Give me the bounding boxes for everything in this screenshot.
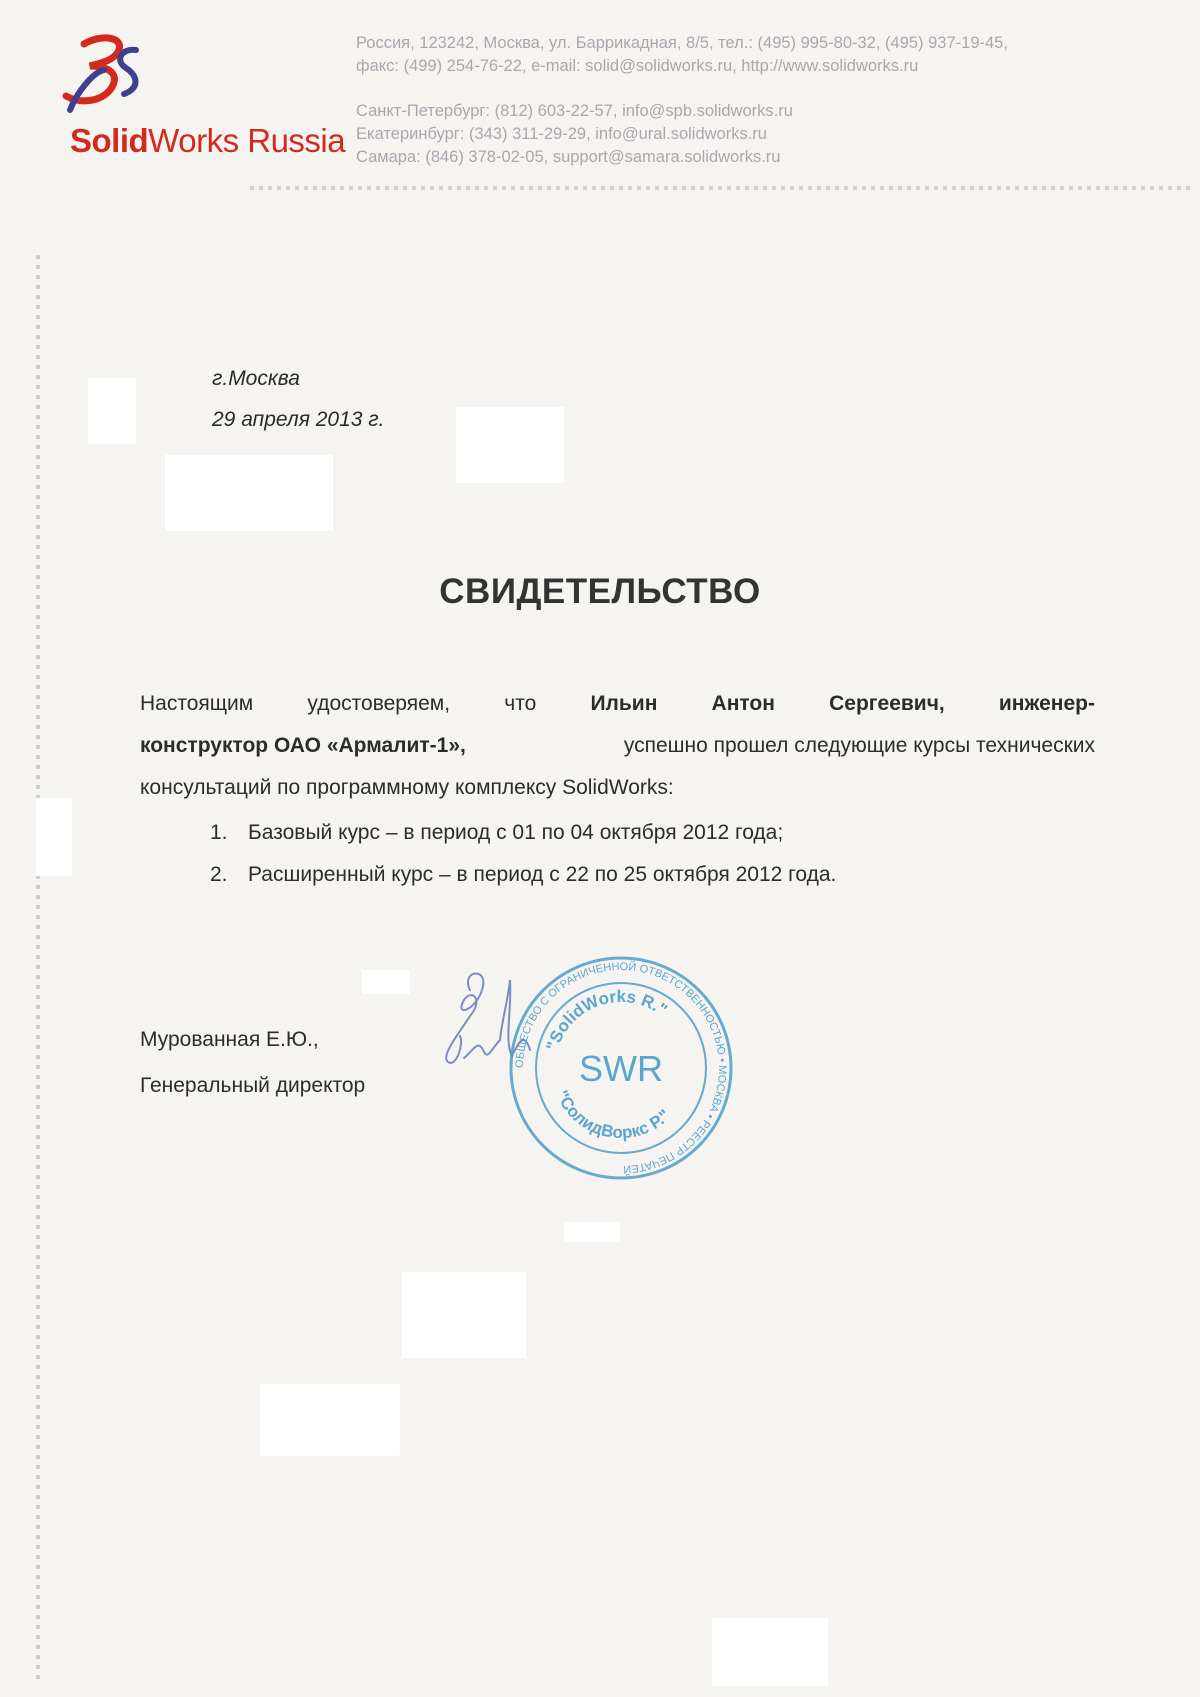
redaction-patch	[260, 1384, 400, 1456]
contact-line: факс: (499) 254-76-22, e-mail: solid@solidworks.ru, http://www.solidworks.ru	[356, 57, 919, 75]
body-line	[140, 725, 1095, 767]
body-line	[140, 683, 1095, 725]
person-position-company: конструктор ОАО «Армалит-1»,	[140, 734, 466, 757]
company-stamp	[508, 955, 734, 1181]
person-position-word: инженер-	[998, 692, 1095, 715]
document-place: г.Москва	[212, 367, 300, 390]
logo-wordmark	[70, 122, 345, 160]
signer-name: Мурованная Е.Ю.,	[140, 1028, 319, 1051]
body-text: успешно прошел следующие курсы технических	[623, 734, 1095, 757]
certificate-body	[140, 683, 1095, 809]
body-line: консультаций по программному комплексу SolidWorks:	[140, 776, 674, 799]
letterhead-divider	[250, 186, 1190, 190]
course-list	[210, 812, 836, 896]
course-text: Базовый курс – в период с 01 по 04 октября 2012 года;	[248, 821, 784, 844]
document-title: СВИДЕТЕЛЬСТВО	[439, 572, 761, 611]
person-name-word: Ильин	[590, 692, 658, 715]
company-logo	[50, 30, 350, 170]
margin-dots	[36, 255, 40, 1685]
branch-line: Самара: (846) 378-02-05, support@samara.solidworks.ru	[356, 148, 781, 166]
redaction-patch	[88, 378, 136, 444]
logo-word-works: Works Russia	[148, 122, 346, 159]
body-word: что	[504, 692, 537, 715]
course-item	[210, 854, 836, 896]
branch-line: Екатеринбург: (343) 311-29-29, info@ural.solidworks.ru	[356, 125, 767, 143]
redaction-patch	[402, 1272, 526, 1358]
person-name-word: Сергеевич,	[829, 692, 945, 715]
course-number: 2.	[210, 863, 228, 886]
letterhead-contacts	[356, 32, 1008, 169]
person-name-word: Антон	[711, 692, 775, 715]
stamp-center-text: SWR	[579, 1048, 663, 1089]
logo-word-solid: Solid	[70, 122, 149, 159]
stamp-inner-top-text: "SolidWorks R."	[542, 986, 671, 1053]
3ds-logo-mark-icon	[60, 30, 180, 126]
contact-line: Россия, 123242, Москва, ул. Баррикадная, 8/5, тел.: (495) 995-80-32, (495) 937-19-45,	[356, 34, 1008, 52]
body-word: удостоверяем,	[307, 692, 451, 715]
course-text: Расширенный курс – в период с 22 по 25 октября 2012 года.	[248, 863, 837, 886]
document-date: 29 апреля 2013 г.	[212, 408, 385, 431]
signer-title: Генеральный директор	[140, 1074, 366, 1097]
branch-line: Санкт-Петербург: (812) 603-22-57, info@spb.solidworks.ru	[356, 102, 793, 120]
redaction-patch	[564, 1222, 620, 1242]
course-item	[210, 812, 836, 854]
redaction-patch	[165, 455, 333, 531]
stamp-outer-ring-text: ОБЩЕСТВО С ОГРАНИЧЕННОЙ ОТВЕТСТВЕННОСТЬЮ • МОСКВА • РЕЕСТР ПЕЧАТЕЙ	[513, 960, 729, 1176]
redaction-patch	[36, 798, 72, 876]
body-word: Настоящим	[140, 692, 254, 715]
course-number: 1.	[210, 821, 228, 844]
signer-block	[140, 1017, 365, 1109]
redaction-patch	[712, 1618, 828, 1686]
stamp-inner-bottom-text: "СолидВоркс Р."	[552, 1087, 675, 1143]
redaction-patch	[456, 407, 564, 483]
redaction-patch	[362, 970, 410, 994]
